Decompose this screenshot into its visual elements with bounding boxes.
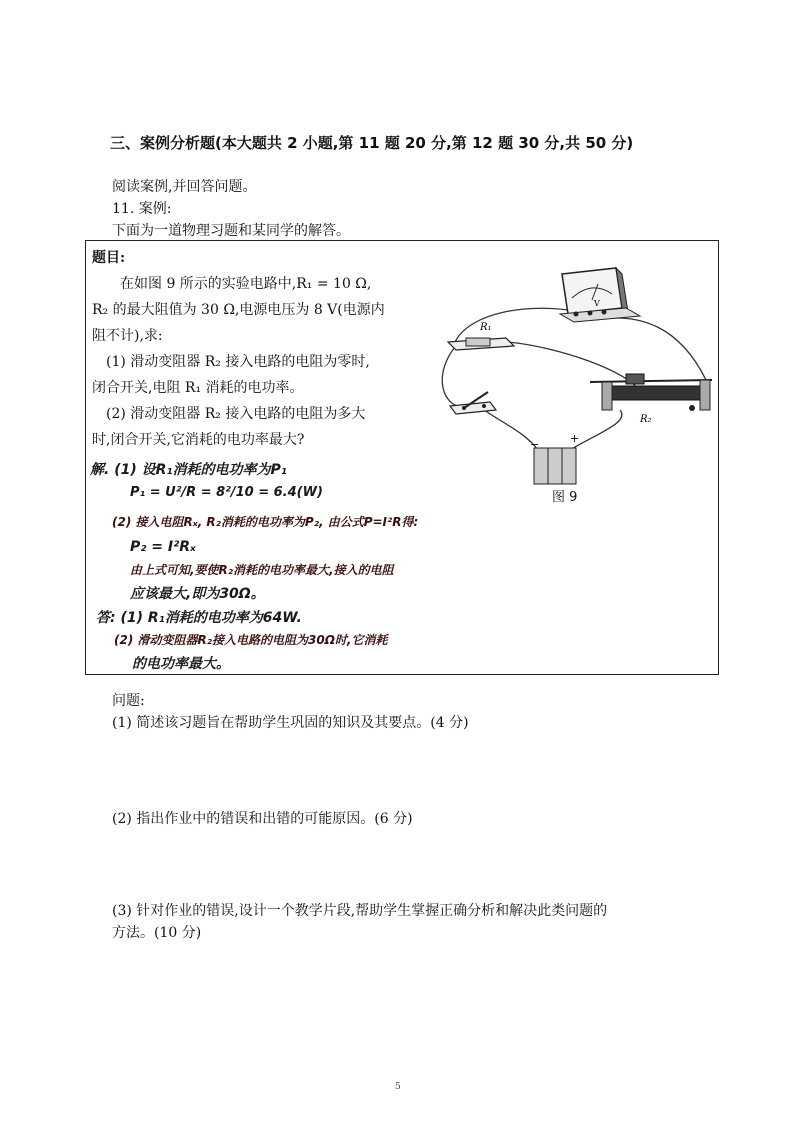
voltmeter — [560, 268, 640, 322]
answer-line: 由上式可知,要使R₂消耗的电功率最大,接入的电阻 — [130, 563, 394, 577]
battery — [530, 432, 579, 484]
problem-line: 时,闭合开关,它消耗的电功率最大? — [92, 432, 305, 448]
answer-line: 答: (1) R₁消耗的电功率为64W. — [96, 610, 302, 626]
figure-caption: 图 9 — [552, 490, 578, 505]
question-2: (2) 指出作业中的错误和出错的可能原因。(6 分) — [112, 811, 413, 827]
answer-line: P₂ = I²Rₓ — [130, 539, 196, 555]
case-intro: 下面为一道物理习题和某同学的解答。 — [112, 223, 350, 239]
answer-line: 应该最大,即为30Ω。 — [130, 586, 265, 602]
instruction-text: 阅读案例,并回答问题。 — [112, 179, 257, 195]
label-r2: R₂ — [640, 414, 652, 425]
problem-heading: 题目: — [92, 250, 126, 266]
answer-line: (2) 接入电阻Rₓ, R₂消耗的电功率为P₂, 由公式P=I²R得: — [112, 515, 419, 529]
meter-label: V — [594, 299, 600, 308]
questions-heading: 问题: — [112, 693, 145, 709]
problem-line: (2) 滑动变阻器 R₂ 接入电路的电阻为多大 — [106, 406, 366, 422]
label-r1: R₁ — [480, 322, 492, 333]
answer-line: P₁ = U²/R = 8²/10 = 6.4(W) — [130, 485, 323, 500]
wire — [508, 342, 640, 392]
problem-line: R₂ 的最大阻值为 30 Ω,电源电压为 8 V(电源内 — [92, 302, 385, 318]
problem-line: 在如图 9 所示的实验电路中,R₁ = 10 Ω, — [120, 276, 372, 292]
rheostat-r2 — [590, 374, 712, 425]
answer-line: (2) 滑动变阻器R₂接入电路的电阻为30Ω时,它消耗 — [114, 633, 388, 647]
battery-plus: + — [570, 432, 580, 445]
wire — [442, 347, 460, 407]
section-heading: 三、案例分析题(本大题共 2 小题,第 11 题 20 分,第 12 题 30 分,共 50 分) — [110, 134, 634, 152]
question-3-line1: (3) 针对作业的错误,设计一个教学片段,帮助学生掌握正确分析和解决此类问题的 — [112, 903, 608, 919]
question-number: 11. 案例: — [112, 201, 172, 217]
problem-line: 闭合开关,电阻 R₁ 消耗的电功率。 — [92, 380, 304, 396]
page-number: 5 — [395, 1082, 401, 1092]
question-3-line2: 方法。(10 分) — [112, 925, 202, 941]
resistor-r1 — [448, 322, 514, 350]
problem-line: 阻不计),求: — [92, 328, 163, 344]
answer-line: 的电功率最大。 — [132, 656, 230, 672]
answer-line: 解. (1) 设R₁消耗的电功率为P₁ — [90, 462, 287, 478]
problem-line: (1) 滑动变阻器 R₂ 接入电路的电阻为零时, — [106, 354, 370, 370]
battery-minus: − — [530, 438, 540, 451]
circuit-diagram — [430, 262, 716, 504]
question-1: (1) 简述该习题旨在帮助学生巩固的知识及其要点。(4 分) — [112, 715, 469, 731]
wire — [455, 308, 580, 342]
switch — [450, 392, 496, 414]
